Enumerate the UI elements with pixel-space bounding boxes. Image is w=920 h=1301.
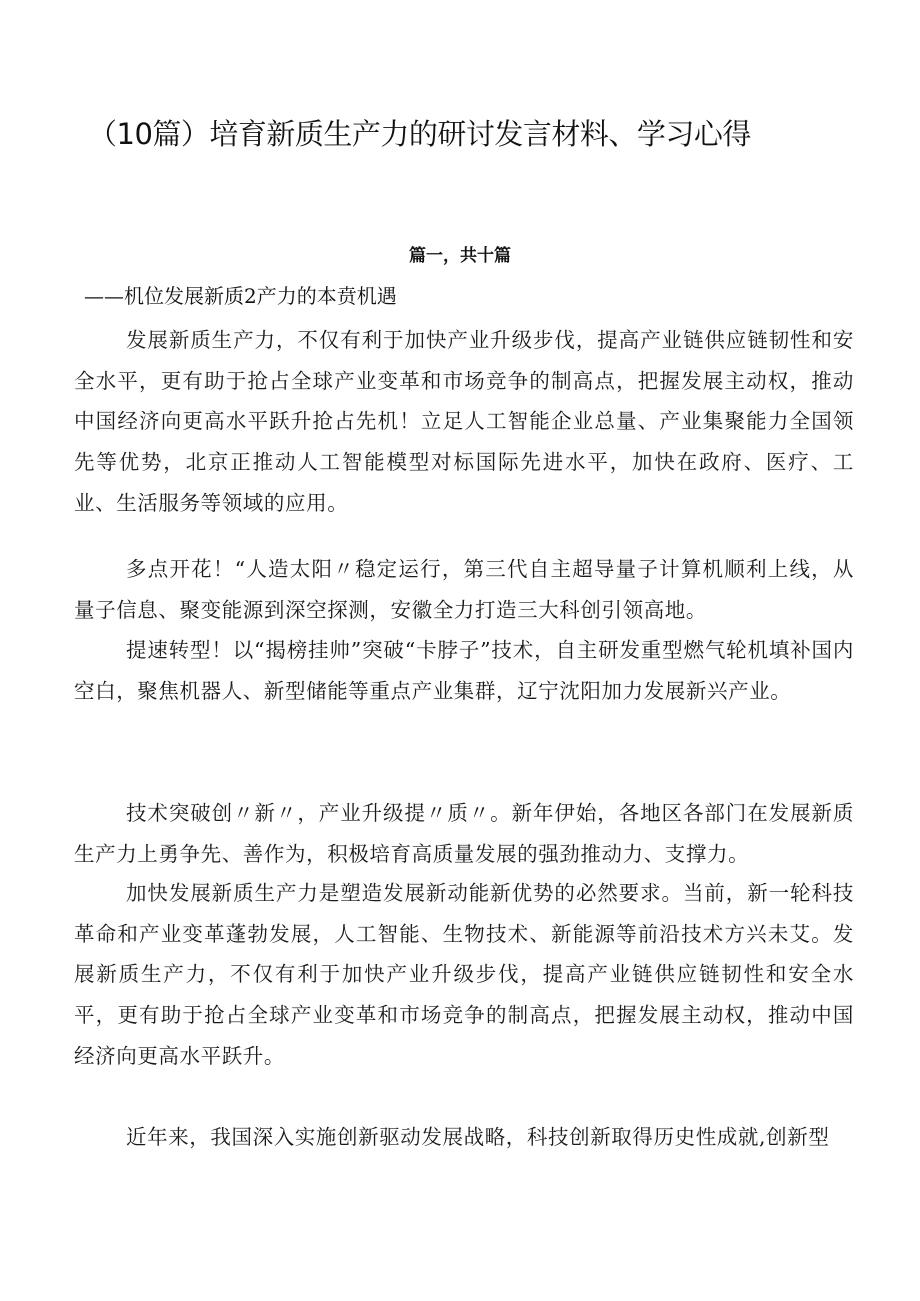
body-paragraph: 近年来，我国深入实施创新驱动发展战略，科技创新取得历史性成就,创新型 bbox=[126, 1125, 830, 1149]
section-subtitle: ——机位发展新质2产力的本贲机遇 bbox=[84, 284, 397, 308]
body-paragraph: 技术突破创〃新〃，产业升级提〃质〃。新年伊始，各地区各部门在发展新质生产力上勇争先、善作为，积极培育高质量发展的强劲推动力、支撑力。 bbox=[74, 801, 854, 866]
document-title: （10篇）培育新质生产力的研讨发言材料、学习心得 bbox=[88, 117, 751, 151]
body-paragraph: 多点开花！“人造太阳〃稳定运行，第三代自主超导量子计算机顺利上线，从量子信息、聚变能源到深空探测，安徽全力打造三大科创引领高地。 bbox=[74, 557, 854, 622]
body-paragraph: 提速转型！以“揭榜挂帅”突破“卡脖子”技术，自主研发重型燃气轮机填补国内空白，聚焦机器人、新型储能等重点产业集群，辽宁沈阳加力发展新兴产业。 bbox=[74, 638, 854, 703]
section-label: 篇一，共十篇 bbox=[409, 246, 511, 266]
body-paragraph: 发展新质生产力，不仅有利于加快产业升级步伐，提高产业链供应链韧性和安全水平，更有助于抢占全球产业变革和市场竞争的制高点，把握发展主动权，推动中国经济向更高水平跃升抢占先机！立足人工智能企业总量、产业集聚能力全国领先等优势，北京正推动人工智能模型对标国际先进水平，加快在政府、医疗、工业、生活服务等领域的应用。 bbox=[74, 328, 854, 515]
body-paragraph: 加快发展新质生产力是塑造发展新动能新优势的必然要求。当前，新一轮科技革命和产业变革蓬勃发展，人工智能、生物技术、新能源等前沿技术方兴未艾。发展新质生产力，不仅有利于加快产业升级步伐，提高产业链供应链韧性和安全水平，更有助于抢占全球产业变革和市场竞争的制高点，把握发展主动权，推动中国经济向更高水平跃升。 bbox=[74, 881, 854, 1068]
